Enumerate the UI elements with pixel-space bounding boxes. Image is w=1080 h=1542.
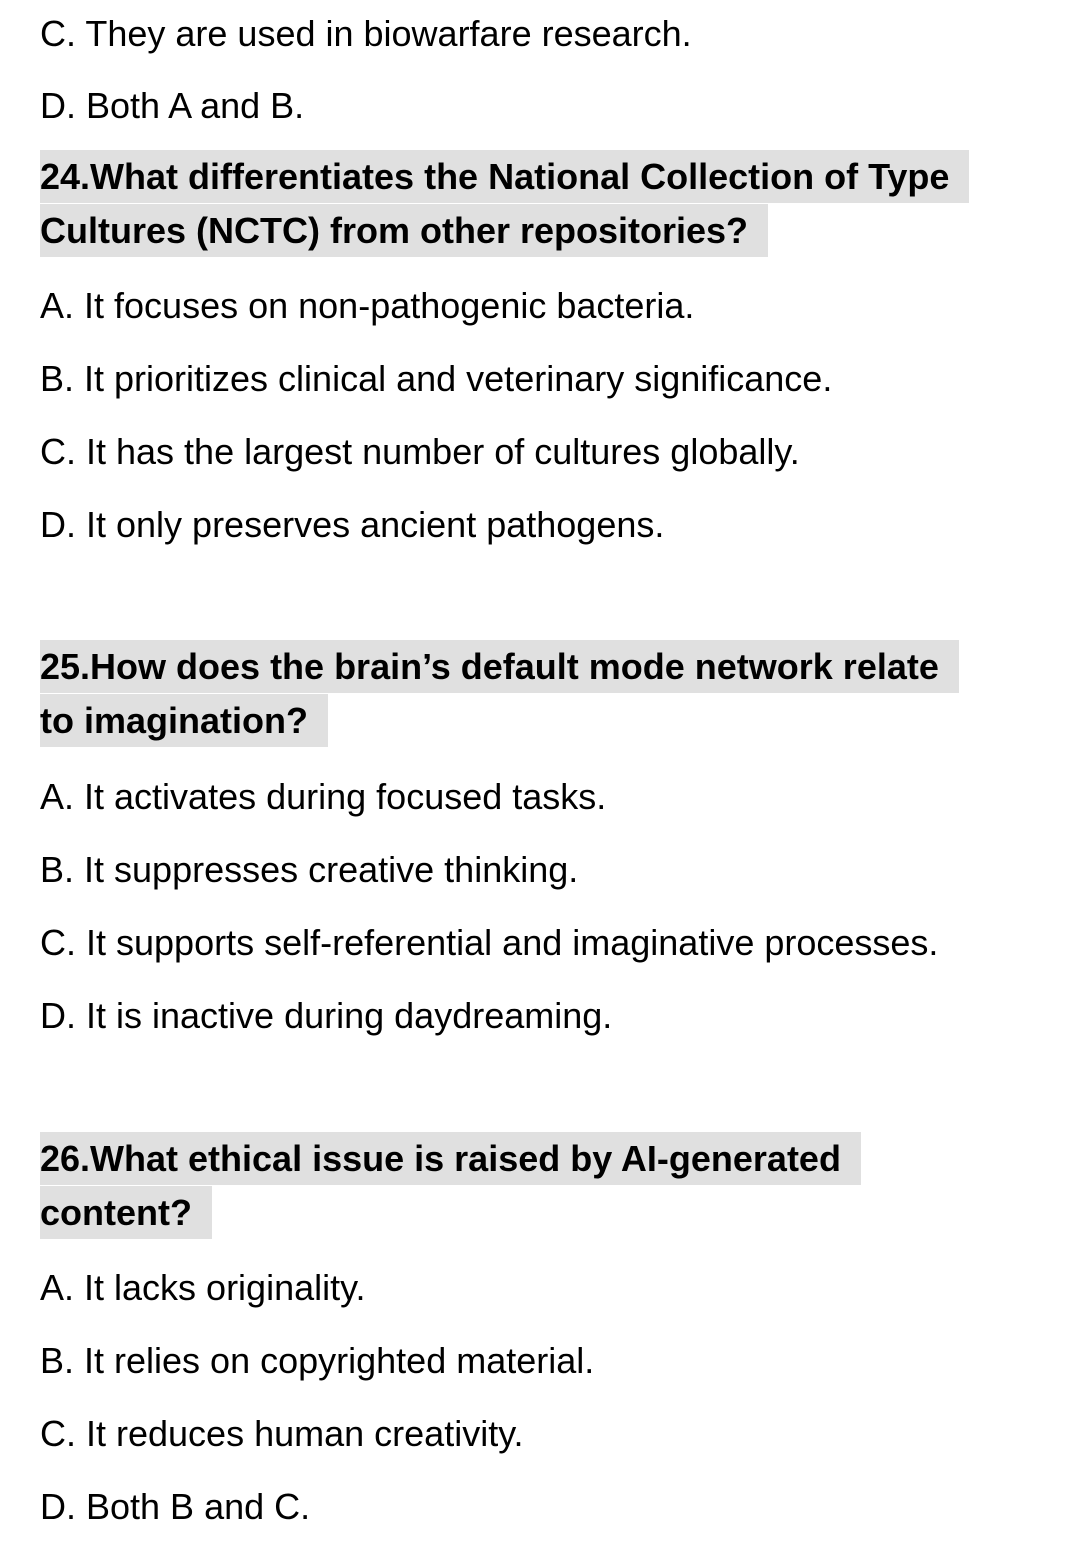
question-25-title-line-1: 25.How does the brain’s default mode network relate: [40, 640, 959, 693]
question-25-title-line-2: to imagination?: [40, 694, 328, 747]
question-24-option-d: D. It only preserves ancient pathogens.: [40, 504, 665, 545]
question-26-title-line-2: content?: [40, 1186, 212, 1239]
question-26-option-a: A. It lacks originality.: [40, 1267, 366, 1308]
prev-question-option-d: D. Both A and B.: [40, 85, 305, 126]
question-25-option-d: D. It is inactive during daydreaming.: [40, 995, 613, 1036]
question-26-option-c: C. It reduces human creativity.: [40, 1413, 524, 1454]
question-26-option-b: B. It relies on copyrighted material.: [40, 1340, 595, 1381]
question-26-title-line-1: 26.What ethical issue is raised by AI-generated: [40, 1132, 861, 1185]
question-24-title-line-1: 24.What differentiates the National Collection of Type: [40, 150, 969, 203]
question-25-option-b: B. It suppresses creative thinking.: [40, 849, 579, 890]
question-25-option-a: A. It activates during focused tasks.: [40, 776, 607, 817]
question-24-option-a: A. It focuses on non-pathogenic bacteria.: [40, 285, 695, 326]
question-24-option-b: B. It prioritizes clinical and veterinary significance.: [40, 358, 833, 399]
question-24-option-c: C. It has the largest number of cultures globally.: [40, 431, 800, 472]
question-25-option-c: C. It supports self-referential and imaginative processes.: [40, 922, 939, 963]
question-26-option-d: D. Both B and C.: [40, 1486, 311, 1527]
prev-question-option-c: C. They are used in biowarfare research.: [40, 13, 692, 54]
question-24-title-line-2: Cultures (NCTC) from other repositories?: [40, 204, 768, 257]
